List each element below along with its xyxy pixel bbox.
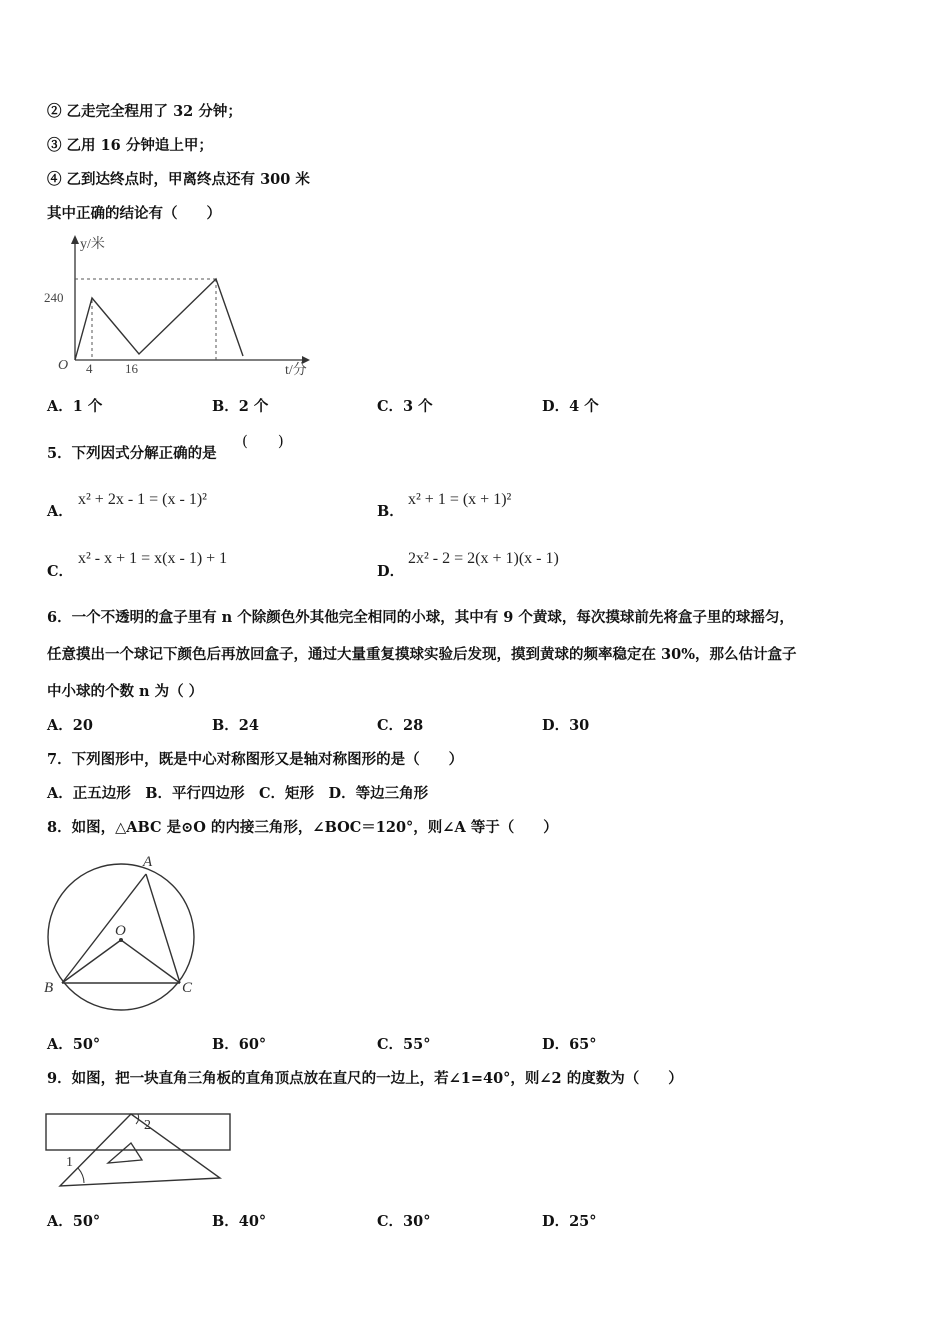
q9-stem: 9．如图，把一块直角三角板的直角顶点放在直尺的一边上，若∠1=40°，则∠2 的度数为（ ） bbox=[47, 1070, 683, 1087]
q6-option-a[interactable]: A．20 bbox=[47, 717, 93, 734]
q7-options[interactable]: A．正五边形 B．平行四边形 C．矩形 D．等边三角形 bbox=[47, 785, 429, 802]
y-axis-label: y/米 bbox=[80, 237, 105, 252]
q8-option-a[interactable]: A．50° bbox=[47, 1036, 101, 1053]
x-tick-16: 16 bbox=[125, 361, 138, 376]
q5-option-b-formula: x² + 1 = (x + 1)² bbox=[408, 491, 512, 508]
q8-circle-figure bbox=[40, 850, 210, 1020]
origin-label: O bbox=[58, 358, 69, 373]
x-tick-4: 4 bbox=[86, 361, 93, 376]
q9-option-c[interactable]: C．30° bbox=[377, 1213, 431, 1230]
q9-ruler-triangle-figure bbox=[40, 1105, 240, 1195]
q5-option-d-label[interactable]: D． bbox=[377, 563, 405, 580]
center-o-label: O bbox=[115, 923, 126, 939]
q6-option-c[interactable]: C．28 bbox=[377, 717, 424, 734]
q5-stem: 5．下列因式分解正确的是 bbox=[47, 445, 217, 462]
q8-option-c[interactable]: C．55° bbox=[377, 1036, 431, 1053]
vertex-c-label: C bbox=[182, 980, 193, 996]
q9-option-a[interactable]: A．50° bbox=[47, 1213, 101, 1230]
statement-2: ② 乙走完全程用了 32 分钟； bbox=[47, 103, 242, 120]
q9-option-d[interactable]: D．25° bbox=[542, 1213, 597, 1230]
q6-option-b[interactable]: B．24 bbox=[212, 717, 259, 734]
q8-option-b[interactable]: B．60° bbox=[212, 1036, 267, 1053]
vertex-b-label: B bbox=[44, 980, 54, 996]
q5-answer-paren: ( ) bbox=[242, 432, 284, 450]
angle-1-label: 1 bbox=[66, 1155, 73, 1170]
q5-option-c-formula: x² - x + 1 = x(x - 1) + 1 bbox=[78, 550, 228, 567]
y-tick-240: 240 bbox=[44, 290, 64, 305]
q4-distance-time-graph bbox=[40, 232, 330, 382]
q4-option-a[interactable]: A．1 个 bbox=[47, 398, 103, 415]
vertex-a-label: A bbox=[143, 854, 153, 870]
statement-3: ③ 乙用 16 分钟追上甲； bbox=[47, 137, 213, 154]
q6-line-2: 任意摸出一个球记下颜色后再放回盒子，通过大量重复摸球实验后发现，摸到黄球的频率稳定在 30%，那么估计盒子 bbox=[47, 646, 797, 663]
q5-option-a-formula: x² + 2x - 1 = (x - 1)² bbox=[78, 491, 207, 508]
q4-stem: 其中正确的结论有（ ） bbox=[47, 205, 221, 222]
q5-option-b-label[interactable]: B． bbox=[377, 503, 404, 520]
statement-4: ④ 乙到达终点时，甲离终点还有 300 米 bbox=[47, 171, 310, 188]
q4-option-d[interactable]: D．4 个 bbox=[542, 398, 599, 415]
q8-stem: 8．如图，△ABC 是⊙O 的内接三角形，∠BOC＝120°，则∠A 等于（ ） bbox=[47, 819, 558, 836]
t-axis-label: t/分 bbox=[285, 363, 307, 378]
q6-line-3: 中小球的个数 n 为（ ） bbox=[47, 683, 204, 700]
q5-option-d-formula: 2x² - 2 = 2(x + 1)(x - 1) bbox=[408, 550, 559, 567]
q4-option-b[interactable]: B．2 个 bbox=[212, 398, 269, 415]
q5-option-a-label[interactable]: A． bbox=[47, 503, 73, 520]
q6-line-1: 6．一个不透明的盒子里有 n 个除颜色外其他完全相同的小球，其中有 9 个黄球，每次摸球前先将盒子里的球摇匀， bbox=[47, 609, 794, 626]
q5-option-c-label[interactable]: C． bbox=[47, 563, 74, 580]
q9-option-b[interactable]: B．40° bbox=[212, 1213, 267, 1230]
q7-stem: 7．下列图形中，既是中心对称图形又是轴对称图形的是（ ） bbox=[47, 751, 464, 768]
q6-option-d[interactable]: D．30 bbox=[542, 717, 590, 734]
q4-option-c[interactable]: C．3 个 bbox=[377, 398, 433, 415]
angle-2-label: 2 bbox=[144, 1118, 151, 1133]
q8-option-d[interactable]: D．65° bbox=[542, 1036, 597, 1053]
